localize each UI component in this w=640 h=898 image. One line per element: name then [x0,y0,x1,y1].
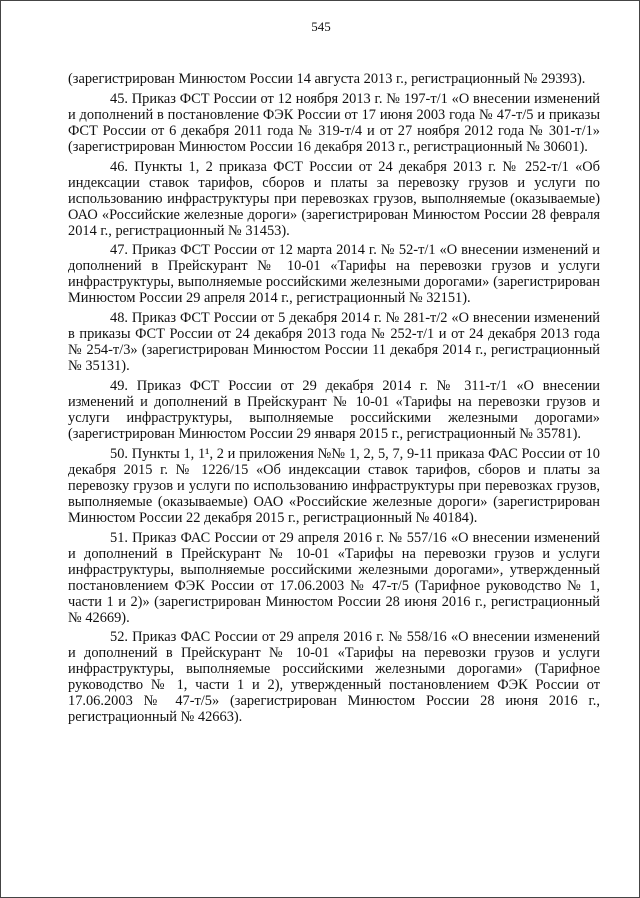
page-number: 545 [311,19,331,34]
paragraph-52: 52. Приказ ФАС России от 29 апреля 2016 г. № 558/16 «О внесении изменений и дополнений в Прейскурант № 10-01 «Тарифы на перевозки грузов и услуги инфраструктуры, выполняемые российскими железными дорогами» (Тарифное руководство № 1, части 1 и 2), утвержденный постановлением ФЭК России от 17.06.2003 № 47-т/5» (зарегистрирован Минюстом России 28 июня 2016 г., регистрационный № 42663). [68,629,600,726]
paragraph-49: 49. Приказ ФСТ России от 29 декабря 2014 г. № 311-т/1 «О внесении изменений и дополнений в Прейскурант № 10-01 «Тарифы на перевозки грузов и услуги инфраструктуры, выполняемые российскими железными дорогами» (зарегистрирован Минюстом России 29 января 2015 г., регистрационный № 35781). [68,377,600,442]
paragraph-45: 45. Приказ ФСТ России от 12 ноября 2013 г. № 197-т/1 «О внесении изменений и дополнений в постановление ФЭК России от 17 июня 2003 года № 47-т/5 и приказы ФСТ России от 6 декабря 2011 года № 319-т/4 и от 27 ноября 2012 года № 301-т/1» (зарегистрирован Минюстом России 16 декабря 2013 г., регистрационный № 30601). [68,90,600,155]
paragraph-50: 50. Пункты 1, 1¹, 2 и приложения №№ 1, 2, 5, 7, 9-11 приказа ФАС России от 10 декабря 2015 г. № 1226/15 «Об индексации ставок тарифов, сборов и платы за перевозку грузов и услуги по использованию инфраструктуры при перевозках грузов, выполняемые (оказываемые) ОАО «Российские железные дороги» (зарегистрирован Минюстом России 22 декабря 2015 г., регистрационный № 40184). [68,445,600,526]
paragraph-48: 48. Приказ ФСТ России от 5 декабря 2014 г. № 281-т/2 «О внесении изменений в приказы ФСТ России от 24 декабря 2013 года № 252-т/1 и от 24 декабря 2013 года № 254-т/3» (зарегистрирован Минюстом России 11 декабря 2014 г., регистрационный № 35131). [68,310,600,375]
paragraph-51: 51. Приказ ФАС России от 29 апреля 2016 г. № 557/16 «О внесении изменений и дополнений в Прейскурант № 10-01 «Тарифы на перевозки грузов и услуги инфраструктуры, выполняемые российскими железными дорогами», утвержденный постановлением ФЭК России от 17.06.2003 № 47-т/5 (Тарифное руководство № 1, части 1 и 2)» (зарегистрирован Минюстом России 28 июня 2016 г., регистрационный № 42669). [68,529,600,626]
paragraph-continuation: (зарегистрирован Минюстом России 14 августа 2013 г., регистрационный № 29393). [68,71,586,87]
paragraph-47: 47. Приказ ФСТ России от 12 марта 2014 г. № 52-т/1 «О внесении изменений и дополнений в Прейскурант № 10-01 «Тарифы на перевозки грузов и услуги инфраструктуры, выполняемые российскими железными дорогами» (зарегистрирован Минюстом России 29 апреля 2014 г., регистрационный № 32151). [68,242,600,307]
document-body [68,71,600,729]
paragraph-46: 46. Пункты 1, 2 приказа ФСТ России от 24 декабря 2013 г. № 252-т/1 «Об индексации ставок тарифов, сборов и платы за перевозку грузов и услуги по использованию инфраструктуры при перевозках грузов, выполняемые (оказываемые) ОАО «Российские железные дороги» (зарегистрирован Минюстом России 28 февраля 2014 г., регистрационный № 31453). [68,158,600,239]
